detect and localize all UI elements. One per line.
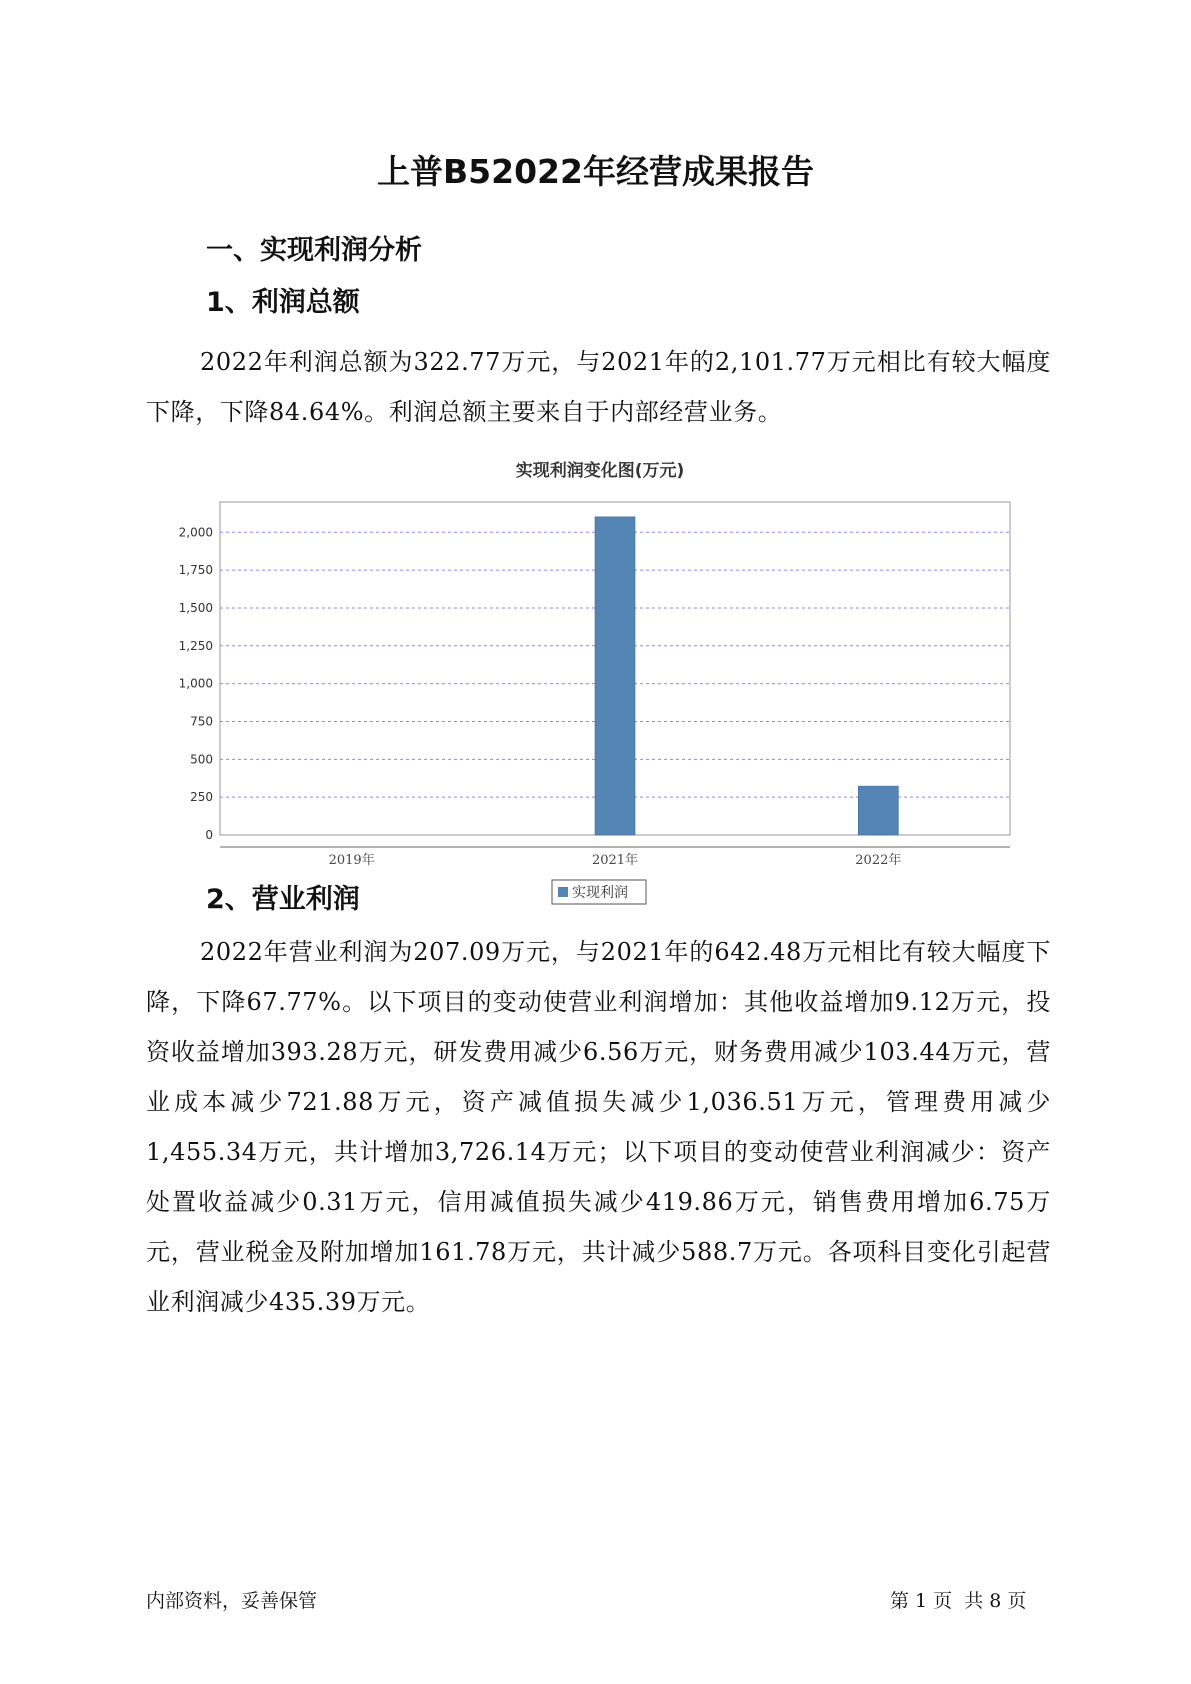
y-axis-ticks [179, 525, 213, 842]
x-tick-label: 2022年 [855, 853, 902, 868]
chart-legend [552, 880, 646, 904]
legend-label-realized-profit: 实现利润 [572, 885, 628, 901]
y-tick-label: 1,000 [178, 676, 213, 691]
footer-page-number: 第 1 页 共 8 页 [890, 1590, 1027, 1612]
document-title: 上普B52022年经营成果报告 [377, 152, 814, 191]
chart-title: 实现利润变化图(万元) [515, 461, 685, 481]
subsection-heading-operating-profit: 2、营业利润 [206, 884, 360, 915]
y-tick-label: 500 [190, 752, 213, 767]
x-tick-label: 2019年 [328, 853, 375, 868]
section-heading-profit-analysis: 一、实现利润分析 [206, 235, 422, 266]
subsection-heading-total-profit: 1、利润总额 [206, 287, 360, 318]
profit-bar-chart [160, 452, 1040, 912]
bar-2022年 [858, 786, 898, 835]
y-tick-label: 1,250 [178, 638, 213, 653]
legend-swatch [558, 887, 568, 897]
y-tick-label: 1,750 [178, 563, 213, 578]
profit-chart [160, 452, 1040, 916]
x-axis-ticks [329, 852, 902, 868]
paragraph-total-profit: 2022年利润总额为322.77万元，与2021年的2,101.77万元相比有较大幅度下降，下降84.64%。利润总额主要来自于内部经营业务。 [146, 348, 1051, 426]
footer-confidential-note: 内部资料，妥善保管 [146, 1590, 318, 1612]
y-tick-label: 2,000 [178, 525, 213, 540]
y-tick-label: 0 [205, 828, 213, 842]
paragraph-operating-profit: 2022年营业利润为207.09万元，与2021年的642.48万元相比有较大幅度下降，下降67.77%。以下项目的变动使营业利润增加：其他收益增加9.12万元，投资收益增加393.28万元，研发费用减少6.56万元，财务费用减少103.44万元，营业成本减少721.88万元，资产减值损失减少1,036.51万元，管理费用减少1,455.34万元，共计增加3,726.14万元；以下项目的变动使营业利润减少：资产处置收益减少0.31万元，信用减值损失减少419.86万元，销售费用增加6.75万元，营业税金及附加增加161.78万元，共计减少588.7万元。各项科目变化引起营业利润减少435.39万元。 [146, 938, 1051, 1316]
bar-2021年 [595, 517, 635, 835]
y-tick-label: 1,500 [178, 600, 213, 615]
x-tick-label: 2021年 [591, 853, 639, 868]
y-tick-label: 250 [190, 790, 213, 805]
y-tick-label: 750 [190, 714, 213, 729]
